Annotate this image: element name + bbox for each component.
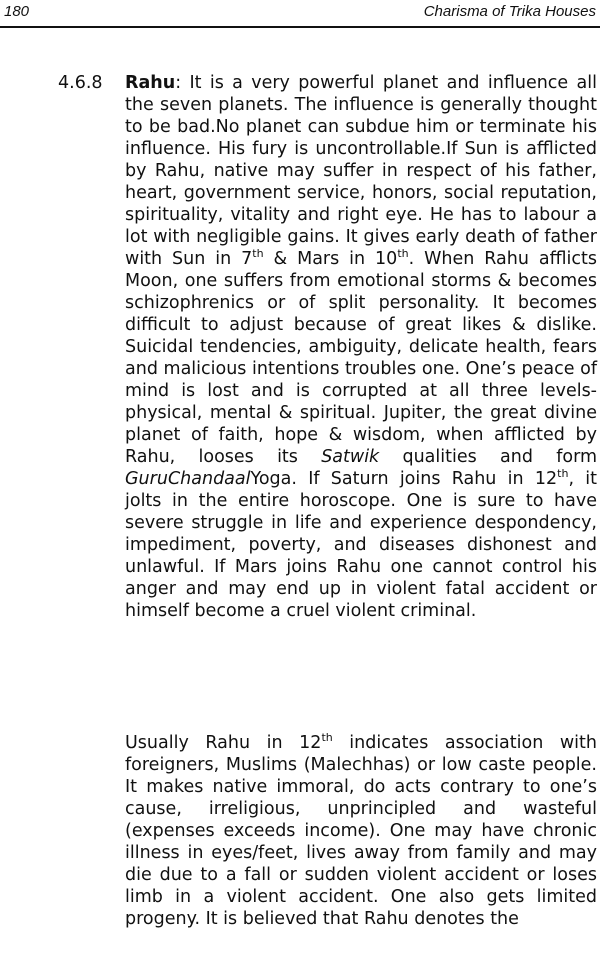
- book-title: Charisma of Trika Houses: [423, 3, 596, 20]
- paragraph-text: indicates association with foreigners, Muslims (Malechhas) or low caste people. It makes native immoral, do acts contrary to one’s cause, irreligious, unprincipled and wasteful (expenses exceeds income). One may have chronic illness in eyes/feet, lives away from family and may die due to a fall or sudden violent accident or loses limb in a violent accident. One also gets limited progeny. It is believed that Rahu denotes the: [125, 733, 597, 929]
- superscript: th: [557, 467, 569, 481]
- paragraph-text: , it jolts in the entire horoscope. One is sure to have severe struggle in life and experience despondency, impediment, poverty, and diseases dishonest and unlawful. If Mars joins Rahu one cannot control his anger and may end up in violent fatal accident or himself become a cruel violent criminal.: [125, 469, 597, 621]
- paragraph-text: . When Rahu afflicts Moon, one suffers from emotional storms & becomes schizophrenics or of split personality. It becomes difficult to adjust because of great likes & dislike. Suicidal tendencies, ambiguity, delicate health, fears and malicious intentions troubles one. One’s peace of mind is lost and is corrupted at all three levels-physical, mental & spiritual. Jupiter, the great divine planet of faith, hope & wisdom, when afflicted by Rahu, looses its: [125, 249, 597, 467]
- italic-term-guruchandaal: GuruChandaal: [125, 469, 251, 489]
- paragraph-text: Usually Rahu in 12: [125, 733, 322, 753]
- italic-term-satwik: Satwik: [321, 447, 380, 467]
- paragraph-text: Yoga. If Saturn joins Rahu in 12: [250, 469, 558, 489]
- section-number: 4.6.8: [58, 73, 103, 93]
- paragraph-text: : It is a very powerful planet and influence all the seven planets. The influence is generally thought to be bad.No planet can subdue him or terminate his influence. His fury is uncontrollable.If Sun is afflicted by Rahu, native may suffer in respect of his father, heart, government service, honors, social reputation, spirituality, vitality and right eye. He has to labour a lot with negligible gains. It gives early death of father with Sun in 7: [125, 73, 597, 269]
- page-number: 180: [4, 3, 30, 20]
- paragraph-rahu-12th: [125, 732, 597, 930]
- paragraph-text: qualities and form: [379, 447, 597, 467]
- paragraph-rahu: [125, 72, 597, 622]
- superscript: th: [252, 247, 264, 261]
- paragraph-text: & Mars in 10: [263, 249, 398, 269]
- superscript: th: [321, 731, 333, 745]
- superscript: th: [397, 247, 409, 261]
- page-header: [0, 0, 600, 28]
- section-heading: Rahu: [125, 73, 176, 93]
